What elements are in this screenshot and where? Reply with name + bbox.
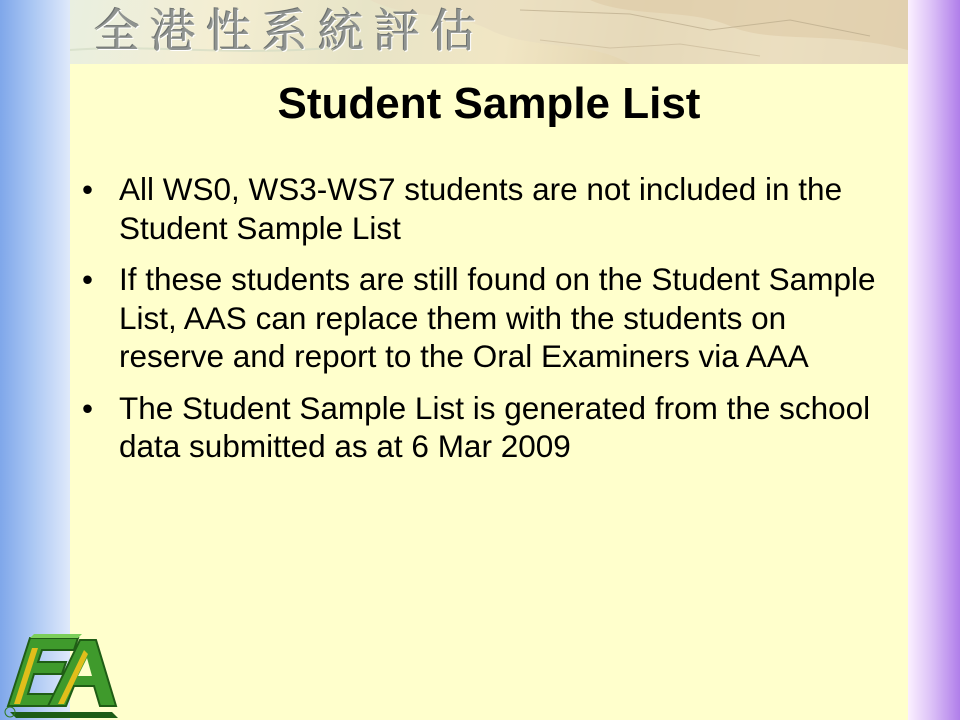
slide-title: Student Sample List	[277, 79, 701, 128]
bullet-text: If these students are still found on the Student Sample List, AAS can replace them with the students on reserve and report to the Oral Examiners via AAA	[119, 261, 876, 374]
header-banner	[70, 0, 908, 64]
bullet-list	[82, 170, 882, 479]
bullet-text: All WS0, WS3-WS7 students are not included in the Student Sample List	[119, 171, 843, 246]
bullet-marker: •	[82, 261, 94, 297]
bullet-marker: •	[82, 389, 94, 426]
tsa-logo-icon	[0, 620, 122, 720]
banner-title: 全港性系統評估	[94, 4, 486, 58]
bullet-item	[82, 260, 882, 376]
bullet-item	[82, 170, 882, 247]
bullet-text: The Student Sample List is generated from the school data submitted as at 6 Mar 2009	[119, 389, 871, 464]
bullet-item	[82, 389, 882, 466]
right-gradient-bar	[908, 0, 960, 720]
bullet-marker: •	[82, 171, 94, 207]
left-gradient-bar	[0, 0, 70, 720]
